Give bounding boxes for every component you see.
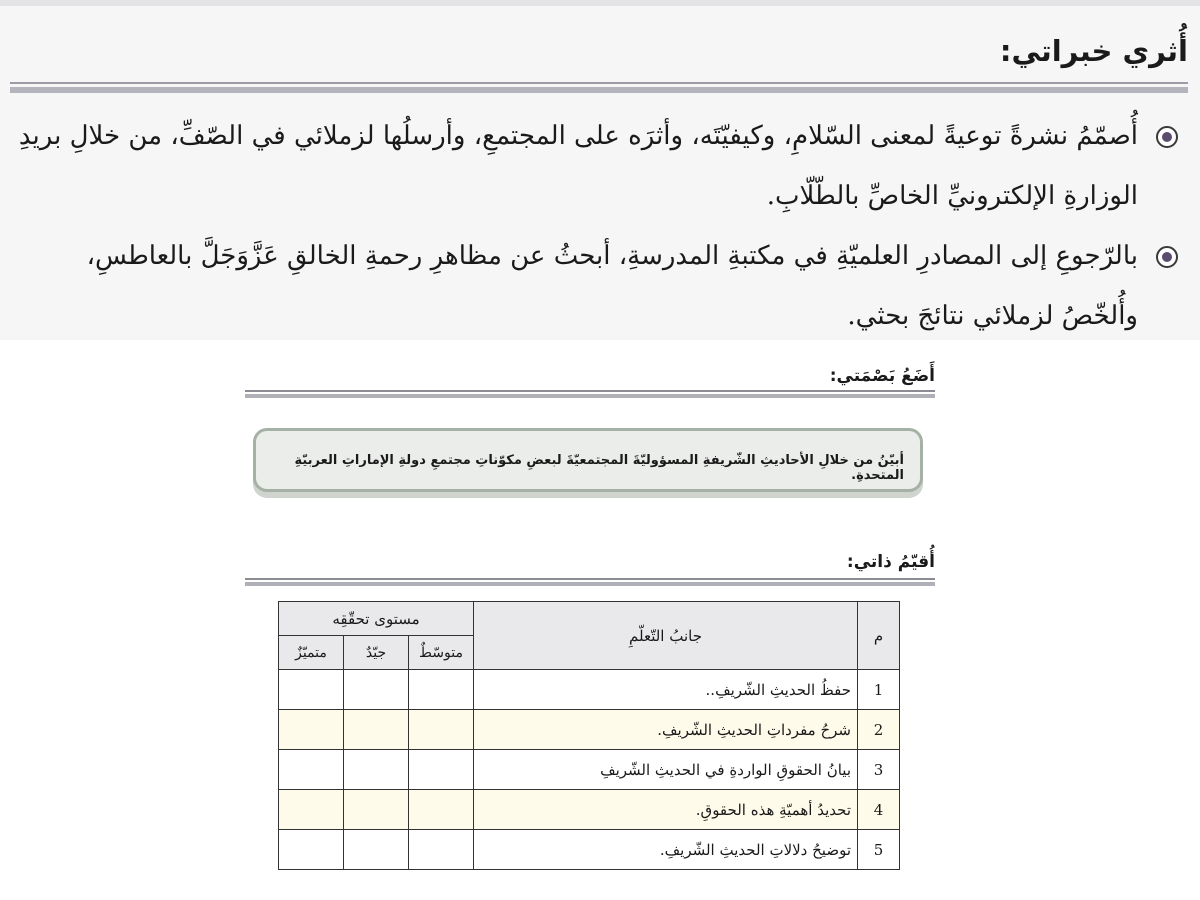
list-item: [10, 226, 1178, 346]
table-row: [279, 790, 900, 830]
rating-cell-good[interactable]: [344, 790, 409, 830]
rating-cell-average[interactable]: [409, 710, 474, 750]
rating-cell-excellent[interactable]: [279, 750, 344, 790]
rating-cell-average[interactable]: [409, 790, 474, 830]
heading-rule-thick: [10, 87, 1188, 93]
row-number: 3: [858, 750, 900, 790]
row-number: 2: [858, 710, 900, 750]
row-number: 5: [858, 830, 900, 870]
row-number: 4: [858, 790, 900, 830]
enrichment-list: [10, 106, 1178, 346]
row-aspect: بيانُ الحقوقِ الواردةِ في الحديثِ الشّريفِ: [474, 750, 858, 790]
heading-rule-thick: [245, 582, 935, 586]
self-assessment-heading: أُقيّمُ ذاتي:: [846, 552, 935, 572]
table-row: [279, 670, 900, 710]
col-header-average: متوسّطٌ: [409, 636, 474, 670]
table-row: [279, 750, 900, 790]
heading-rule-thick: [245, 394, 935, 398]
rating-cell-good[interactable]: [344, 830, 409, 870]
heading-rule: [245, 390, 935, 392]
rating-cell-excellent[interactable]: [279, 830, 344, 870]
task-callout: [253, 428, 923, 492]
table-row: [279, 830, 900, 870]
row-aspect: شرحُ مفرداتِ الحديثِ الشّريفِ.: [474, 710, 858, 750]
heading-rule: [245, 578, 935, 580]
row-aspect: تحديدُ أهميّةِ هذه الحقوقِ.: [474, 790, 858, 830]
enrichment-heading: أُثري خبراتي:: [999, 34, 1188, 68]
table-row: [279, 710, 900, 750]
col-header-learning-aspect: جانبُ التّعلّمِ: [474, 602, 858, 670]
rating-cell-good[interactable]: [344, 670, 409, 710]
col-header-number: م: [858, 602, 900, 670]
col-header-good: جيّدٌ: [344, 636, 409, 670]
rating-cell-excellent[interactable]: [279, 670, 344, 710]
rating-cell-good[interactable]: [344, 710, 409, 750]
rating-cell-average[interactable]: [409, 830, 474, 870]
rating-cell-excellent[interactable]: [279, 790, 344, 830]
target-bullet-icon: [1156, 126, 1178, 148]
top-band: [0, 0, 1200, 6]
col-header-excellent: متميّزٌ: [279, 636, 344, 670]
row-aspect: حفظُ الحديثِ الشّريفِ..: [474, 670, 858, 710]
list-item-text: أُصمّمُ نشرةً توعيةً لمعنى السّلامِ، وكيفيّتَه، وأثرَه على المجتمعِ، وأرسلُها لزملائي في الصّفِّ، من خلالِ بريدِ الوزارةِ الإلكترونيِّ الخاصِّ بالطّلّابِ.: [18, 121, 1138, 211]
row-number: 1: [858, 670, 900, 710]
task-callout-text: أبيّنُ من خلالِ الأحاديثِ الشّريفةِ المسؤوليّةَ المجتمعيّةَ لبعضِ مكوّناتِ مجتمعِ دولةِ الإماراتِ العربيّةِ المتحدةِ.: [294, 453, 904, 483]
rating-cell-average[interactable]: [409, 750, 474, 790]
list-item-text: بالرّجوعِ إلى المصادرِ العلميّةِ في مكتبةِ المدرسةِ، أبحثُ عن مظاهرِ رحمةِ الخالقِ عَزَّوَجَلَّ بالعاطسِ، وأُلخّصُ لزملائي نتائجَ بحثي.: [86, 241, 1138, 331]
worksheet-panel: [243, 352, 943, 900]
rating-cell-excellent[interactable]: [279, 710, 344, 750]
target-bullet-icon: [1156, 246, 1178, 268]
col-header-achievement-level: مستوى تحقّقِه: [279, 602, 474, 636]
my-imprint-heading: أَضَعُ بَصْمَتي:: [829, 366, 935, 386]
list-item: [10, 106, 1178, 226]
rating-cell-good[interactable]: [344, 750, 409, 790]
enrichment-section: [0, 0, 1200, 340]
heading-rule: [10, 82, 1188, 84]
self-assessment-table: [278, 601, 900, 870]
rating-cell-average[interactable]: [409, 670, 474, 710]
row-aspect: توضيحُ دلالاتِ الحديثِ الشّريفِ.: [474, 830, 858, 870]
